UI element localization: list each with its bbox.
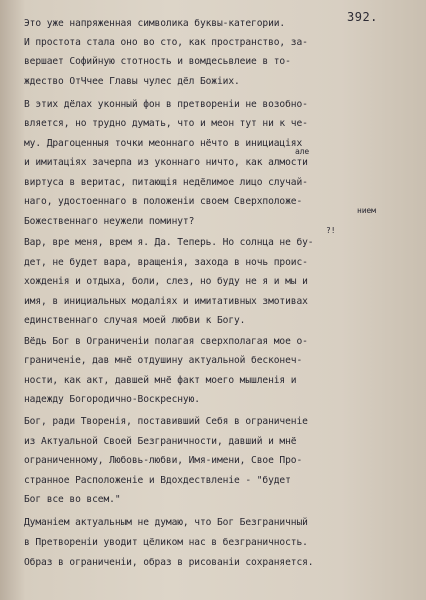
- text-line: надежду Богородично-Воскресную.: [24, 394, 200, 405]
- text-line: наго, удостоеннаго в положеніи своем Сверхположе-: [24, 196, 303, 207]
- text-line: В этих дёлах уконный фон в претвореніи не возобно-: [24, 99, 308, 110]
- text-line: Вёдь Бог в Ограниченіи полагая сверхполагая мое о-: [24, 336, 308, 347]
- text-line: дет, не будет вара, вращенія, захода в ночь проис-: [24, 257, 308, 268]
- text-line: ждество ОтЧчее Главы чулес дёл Божіих.: [24, 76, 240, 87]
- text-line: имя, в инициальных модаліях и имитативных змотивах: [24, 296, 308, 307]
- text-line: и имитаціях зачерпа из уконнаго ничто, как алмости: [24, 157, 308, 168]
- text-line: в Претвореніи уводит цёликом нас в безграничность.: [24, 537, 308, 548]
- text-line: ности, как акт, давшей мнё факт моего мышленія и: [24, 375, 297, 386]
- text-line: Образ в ограниченіи, образ в рисованіи сохраняется.: [24, 557, 314, 568]
- text-line: вершает Софийную стотность и вомдесьвлеие в то-: [24, 56, 291, 67]
- insertion-mark: але: [295, 147, 310, 156]
- text-line: единственнаго случая моей любви к Богу.: [24, 315, 246, 326]
- text-line: вляется, но трудно думать, что и меон тут ни к че-: [24, 118, 308, 129]
- text-line: Это уже напряженная символика буквы-категории.: [24, 18, 286, 29]
- text-line: му. Драгоценныя точки меоннаго нёчто в инициаціях: [24, 138, 303, 149]
- text-line: И простота стала оно во сто, как пространство, за-: [24, 37, 308, 48]
- text-line: странное Расположеніе и Вдохдествленіе - "будет: [24, 475, 291, 486]
- text-line: граниченіе, дав мнё отдушину актуальной бесконеч-: [24, 355, 303, 366]
- insertion-mark: нием: [357, 206, 376, 215]
- text-line: Думаніем актуальным не думаю, что Бог Безграничный: [24, 517, 308, 528]
- text-line: Бог, ради Творенія, поставивший Себя в ограниченіе: [24, 416, 308, 427]
- text-line: из Актуальной Своей Безграничности, давший и мнё: [24, 436, 297, 447]
- text-line: ограниченному, Любовь-любви, Имя-имени, Свое Про-: [24, 455, 303, 466]
- text-line: Вар, вре меня, врем я. Да. Теперь. Но солнца не бу-: [24, 237, 314, 248]
- insertion-mark: ?!: [326, 226, 336, 235]
- text-line: хожденія и отдыха, боли, слез, но буду не я и мы и: [24, 276, 308, 287]
- page-number: 392.: [347, 10, 378, 24]
- text-line: виртуса в веритас, питающія недёлимое лицо случай-: [24, 177, 308, 188]
- text-line: Божественнаго неужели поминут?: [24, 216, 195, 227]
- text-line: Бог все во всем.": [24, 494, 121, 505]
